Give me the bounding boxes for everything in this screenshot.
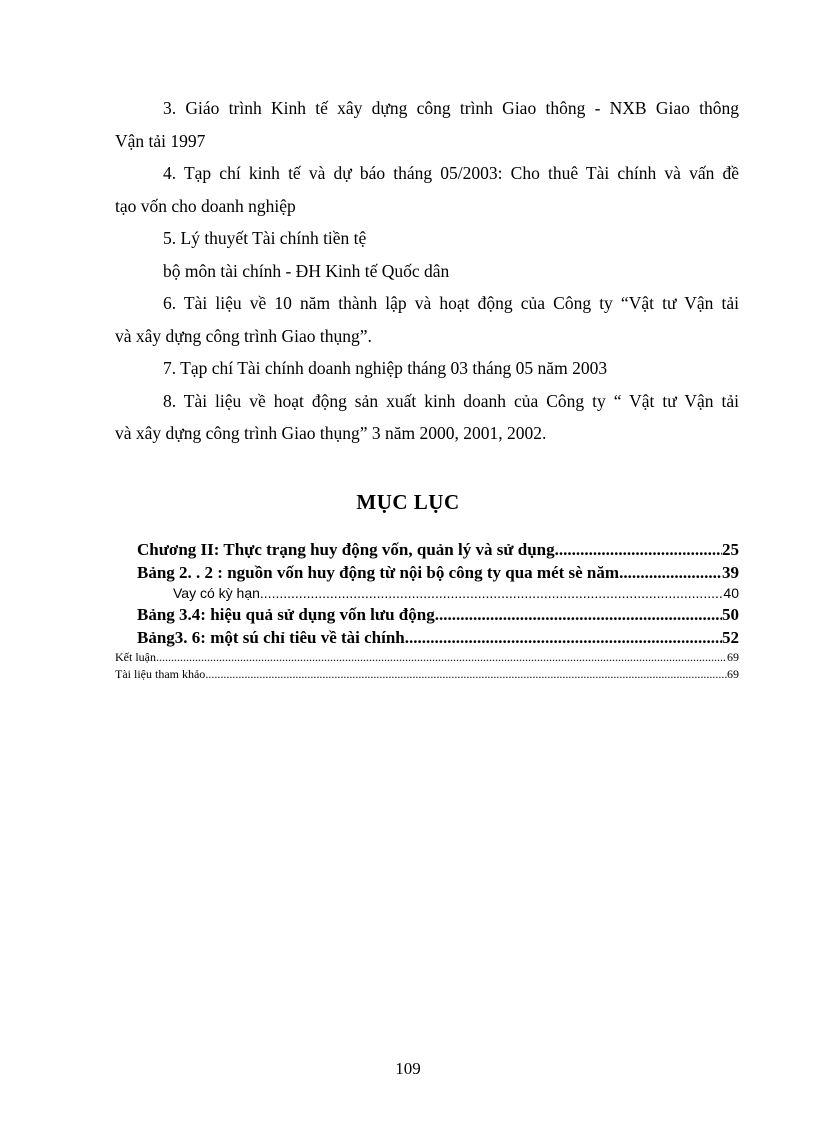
reference-3-line-1: 3. Giáo trình Kinh tế xây dựng công trình Giao thông - NXB Giao thông [163,98,739,118]
toc-title: MỤC LỤC [356,490,460,514]
toc-entry-references[interactable] [115,666,739,683]
reference-4-line-2: tạo vốn cho doanh nghiệp [115,195,296,216]
toc-entry-label: Vay có kỳ hạn [173,585,260,601]
toc-dot-leader [205,666,727,683]
reference-5-line-1: 5. Lý thuyết Tài chính tiền tệ [163,228,367,248]
toc-dot-leader [260,584,724,603]
toc-dot-leader [156,649,727,666]
toc-entry-page: 39 [722,563,739,582]
toc-entry-label: Bảng 2. . 2 : nguồn vốn huy động từ nội bộ công ty qua mét sè năm [137,563,620,582]
toc-entry-page: 25 [722,540,739,559]
toc-entry-page: 69 [727,667,739,681]
toc-entry-page: 50 [722,605,739,624]
reference-7-line-1: 7. Tạp chí Tài chính doanh nghiệp tháng 03 tháng 05 năm 2003 [163,358,608,378]
toc-entry-label: Kết luận [115,650,156,664]
toc-dot-leader [405,626,722,649]
reference-6-line-2: và xây dựng công trình Giao thụng”. [115,325,372,346]
toc-dot-leader [619,561,722,584]
toc-entry-conclusion[interactable] [115,649,739,666]
references-section [115,92,739,450]
page-number: 109 [395,1059,421,1078]
toc-entry-page: 52 [722,628,739,647]
toc-entry-label: Chương II: Thực trạng huy động vốn, quản lý và sử dụng [137,540,555,559]
toc-entry-term-loans[interactable] [115,584,739,603]
toc-dot-leader [435,603,722,626]
toc-entry-page: 40 [723,585,739,601]
toc-entry-table-3-6[interactable] [115,626,739,649]
reference-8-line-2: và xây dựng công trình Giao thụng” 3 năm 2000, 2001, 2002. [115,423,547,443]
toc-entry-chapter-2[interactable] [115,538,739,561]
toc-entry-table-2-2[interactable] [115,561,739,584]
toc-entry-page: 69 [727,650,739,664]
reference-5-line-2: bộ môn tài chính - ĐH Kinh tế Quốc dân [163,260,450,281]
toc-entry-label: Bảng3. 6: một sú chỉ tiêu về tài chính [137,628,405,647]
toc-dot-leader [555,538,722,561]
toc-entry-label: Bảng 3.4: hiệu quả sử dụng vốn lưu động [137,605,435,624]
reference-3-line-2: Vận tải 1997 [115,130,206,151]
table-of-contents [115,538,739,683]
reference-4-line-1: 4. Tạp chí kinh tế và dự báo tháng 05/2003: Cho thuê Tài chính và vấn đề [163,163,739,183]
toc-entry-table-3-4[interactable] [115,603,739,626]
toc-entry-label: Tài liệu tham khảo [115,667,206,681]
reference-6-line-1: 6. Tài liệu về 10 năm thành lập và hoạt động của Công ty “Vật tư Vận tải [163,293,739,313]
reference-8-line-1: 8. Tài liệu về hoạt động sản xuất kinh doanh của Công ty “ Vật tư Vận tải [163,390,739,411]
